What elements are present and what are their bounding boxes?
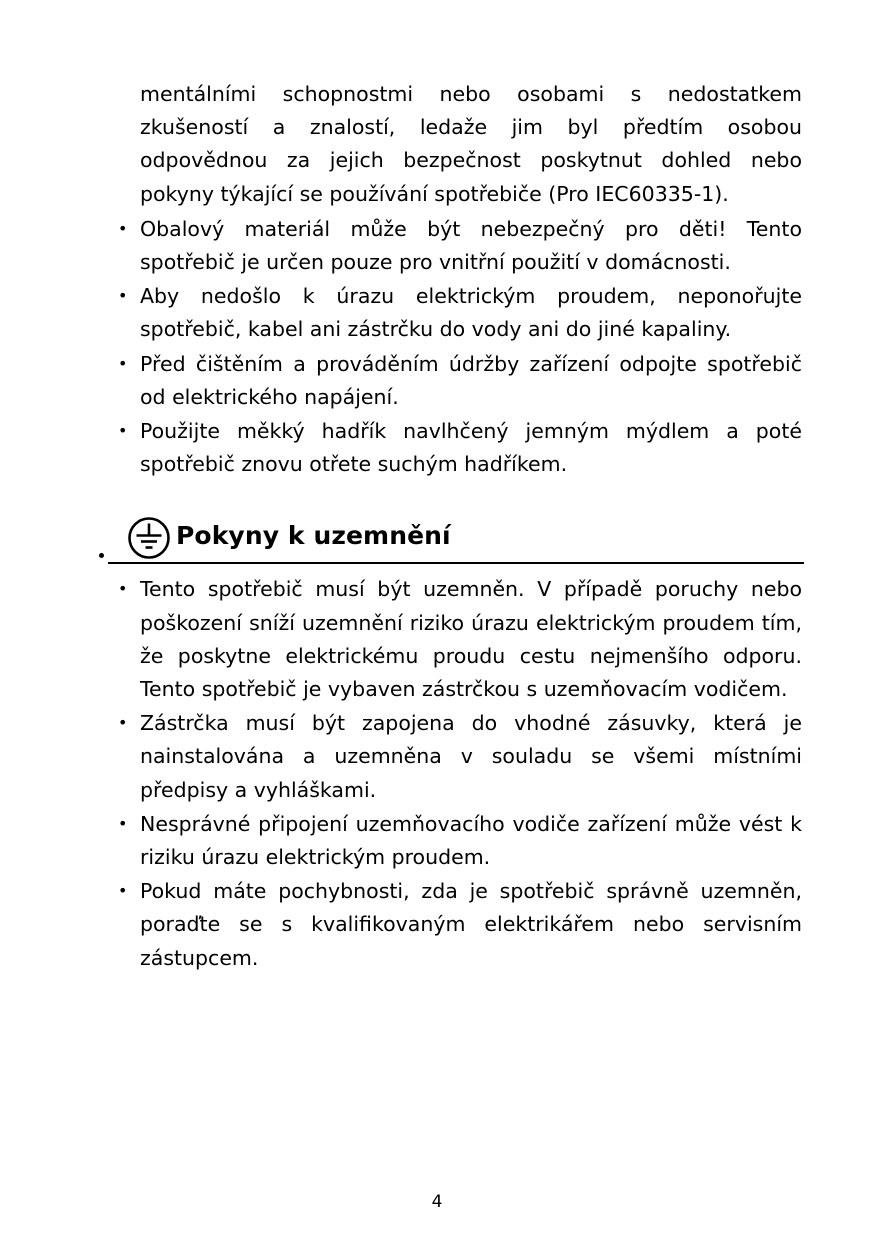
- list-item: [108, 280, 802, 346]
- earth-ground-icon: [126, 515, 172, 561]
- list-item: [108, 707, 802, 807]
- list-item-text: Tento spotřebič musí být uzemněn. V případě poruchy nebo poškození sníží uzemnění riziko úrazu elektrickým proudem tím, že poskytne elektrickému proudu cestu nejmenšího odporu. Tento spotřebič je vybaven zástrčkou s uzemňovacím vodičem.: [140, 577, 802, 702]
- list-item-text: Obalový materiál může být nebezpečný pro děti! Tento spotřebič je určen pouze pro vnitřní použití v domácnosti.: [140, 216, 802, 275]
- safety-bullet-list: [108, 213, 802, 482]
- grounding-bullet-list: [108, 573, 802, 974]
- list-item: [108, 348, 802, 414]
- section-divider: [108, 562, 804, 564]
- list-item: [108, 415, 802, 481]
- list-item-text: Před čištěním a prováděním údržby zařízení odpojte spotřebič od elektrického napájení.: [140, 351, 802, 409]
- intro-paragraph: mentálními schopnostmi nebo osobami s nedostatkem zkušeností a znalostí, ledaže jim byl předtím osobou odpovědnou za jejich bezpečnost poskytnut dohled nebo pokyny týkající se používání spotřebiče (Pro IEC60335-1).: [140, 82, 802, 206]
- list-item-text: Pokud máte pochybnosti, zda je spotřebič správně uzemněn, poraďte se s kvalifikovaným elektrikářem nebo servisním zástupcem.: [140, 879, 802, 970]
- list-item-text: Aby nedošlo k úrazu elektrickým proudem, neponořujte spotřebič, kabel ani zástrčku do vody ani do jiné kapaliny.: [140, 284, 802, 342]
- page-number: 4: [431, 1192, 443, 1212]
- list-item: [108, 808, 802, 874]
- list-item-text: Zástrčka musí být zapojena do vhodné zásuvky, která je nainstalována a uzemněna v souladu se všemi místními předpisy a vyhláškami.: [140, 711, 802, 802]
- list-item-text: Nesprávné připojení uzemňovacího vodiče zařízení může vést k riziku úrazu elektrickým proudem.: [140, 811, 802, 870]
- section-title: Pokyny k uzemnění: [176, 521, 451, 551]
- list-item: [108, 573, 802, 706]
- list-item-text: Použijte měkký hadřík navlhčený jemným mýdlem a poté spotřebič znovu otřete suchým hadříkem.: [140, 419, 802, 477]
- stray-bullet-mark: [99, 553, 104, 558]
- list-item: [108, 875, 802, 975]
- section-header: [108, 515, 802, 567]
- list-item: [108, 213, 802, 279]
